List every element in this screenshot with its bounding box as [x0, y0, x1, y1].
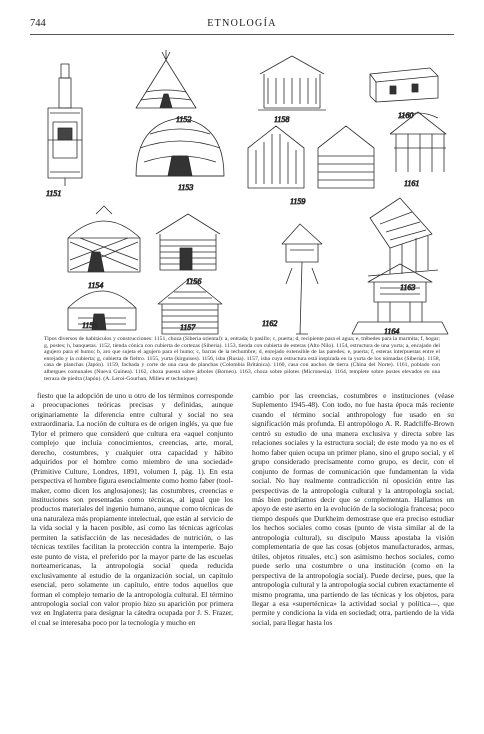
fig-label-1162: 1162: [262, 319, 278, 328]
left-column-text: fiesto que la adopción de uno u otro de los términos corresponde a preocupaciones teóricas precisas y definidas, aunque originariamente la diferencia entre cultural y social no sea extraordinaria. La noción de cultura es de origen inglés, ya que fue Tylor el primero que consideró que cultura era «aquel conjunto complejo que incluía conocimientos, creencias, arte, moral, derecho, costumbres, y cualquier otra capacidad y hábito adquiridos por el hombre como miembro de una sociedad» (Primitive Culture, Londres, 1891, volumen I, pág. 1). En esta perspectiva el hombre figura esencialmente como homo faber (tool-maker, como dicen los anglosajones); las costumbres, creencias e instituciones son presentadas como técnicas, al igual que los productos materiales del ingenio humano, aunque como técnicas de una naturaleza más propiamente intelectual, que están al servicio de la vida social y la hacen posible, así como las técnicas agrícolas permiten la satisfacción de las necesidades de nutrición, o las técnicas textiles facilitan la protección contra la intemperie. Bajo este punto de vista, el preferido por la mayor parte de las escuelas norteamericanas, la antropología social queda reducida exclusivamente al estudio de la organización social, un capítulo esencial, pero solamente un capítulo, entre todos aquellos que forman el complejo temario de la antropología cultural. El término antropología social con valor propio hizo su aparición por primera vez en Inglaterra para designar la cátedra ocupada por J. S. Frazer, el cual se interesaba poco por la tecnología y mucho en: [31, 391, 233, 627]
figure-1151: [48, 64, 82, 186]
figure-1158: [258, 56, 326, 110]
fig-label-1152: 1152: [176, 115, 192, 124]
fig-label-1158: 1158: [274, 115, 290, 124]
figure-plate: [28, 38, 456, 338]
fig-label-1154: 1154: [88, 281, 104, 290]
fig-label-1159: 1159: [290, 197, 306, 206]
fig-label-1161: 1161: [404, 179, 420, 188]
fig-label-1151: 1151: [46, 189, 62, 198]
right-column-text: cambio por las creencias, costumbres e instituciones (véase Suplemento 1945-48). Con todo, no fue hasta época más reciente cuando el término social anthropology fue usado en su significación más profunda. El antropólogo A. R. Radcliffe-Brown centró su estudio de una manera exclusiva y directa sobre las relaciones sociales y la estructura social; de este modo ya no es el homo faber quien ocupa un primer plano, sino el grupo social, y el grupo considerado precisamente como grupo, es decir, con el conjunto de formas de comunicación que fundamentan la vida social. No hay realmente contradicción ni oposición entre las perspectivas de la antropología cultural y la antropología social, más bien podríamos decir que se complementan. Hallamos un apoyo de este aserto en la evolución de la sociología francesa; poco tiempo después que Durkheim demostrase que era preciso estudiar los hechos sociales como cosas (punto de vista similar al de la antropología cultural), su discípulo Mauss apostaba la visión complementaria de que las cosas (objetos manufacturados, armas, útiles, objetos rituales, etc.) son asimismo hechos sociales, como puede serlo una costumbre o una institución (como en la perspectiva de la antropología social). Puede decirse, pues, que la antropología cultural y la antropología social cubren exactamente el mismo programa, una partiendo de las técnicas y los objetos, para llegar a esa «supertécnica» la actividad social y política—, que permite y condiciona la vida en sociedad; otra, partiendo de la vida social, para llegar hasta los: [252, 391, 454, 627]
fig-label-1153: 1153: [178, 183, 194, 192]
fig-label-1160: 1160: [398, 111, 414, 120]
figure-1155: [68, 291, 136, 330]
figure-1156: [156, 214, 220, 270]
text-column-right: [252, 391, 454, 627]
figure-1161: [390, 112, 446, 172]
figure-1164: [352, 264, 448, 334]
running-title: ETNOLOGÍA: [207, 18, 277, 29]
page-number: 744: [30, 18, 46, 29]
figure-1159: [248, 126, 374, 188]
header-rule: [30, 34, 454, 35]
figure-1154: [68, 206, 140, 272]
figure-1153: [136, 118, 224, 176]
figure-1152: [136, 50, 196, 108]
figure-1162: [282, 224, 322, 334]
fig-label-1157: 1157: [180, 323, 196, 332]
figure-caption: Tipos diversos de habitáculos y construcciones: 1151, choza (Siberia oriental): a, entrada; b pasillo; c, puerta; d, recipiente para el agua; e, trébedes para la marmita; f, hogar; g, postes; h, banquetas. 1152, tienda cónica con cubierta de cortezas (Siberia). 1153, tienda con cubierta de esteras (Alto Nilo). 1154, estructura de una yurta; a, encajado del agujero para el humo; b, aro que sujeta el agujero para el humo; c, barras de la techumbre; d, enrejado extensible de las paredes; e, puerta; f, esteras interpuestas entre el enrejado y la cubierta; g, cubierta de fieltro. 1155, yurta (kirguises). 1156, isba (Rusia). 1157, isba cuya estructura está inspirada en la yurta de los nómadas (Siberia). 1158, casa de planchas (Japón). 1159, fachada y corte de una casa de planchas (Colombia Británica). 1160, casa con anchos de tierra (China del Norte). 1161, poblado con albergues comunales (Nueva Guinea). 1162, choza puesta sobre árboles (Borneo). 1163, choza sobre pilotes (Micronesia). 1164, templete sobre postes elevados en una terraza de piedra (Japón). (A. Leroi-Gourhan, Milieu et techniques): [44, 336, 440, 382]
text-column-left: [31, 391, 233, 627]
fig-label-1155: 1155: [82, 321, 98, 330]
fig-label-1164: 1164: [384, 327, 400, 336]
fig-label-1156: 1156: [186, 277, 202, 286]
running-header: [30, 18, 454, 32]
fig-label-1163: 1163: [400, 283, 416, 292]
figure-1160: [370, 68, 438, 102]
dwellings-illustration: [28, 38, 456, 338]
figure-1163: [368, 198, 438, 276]
